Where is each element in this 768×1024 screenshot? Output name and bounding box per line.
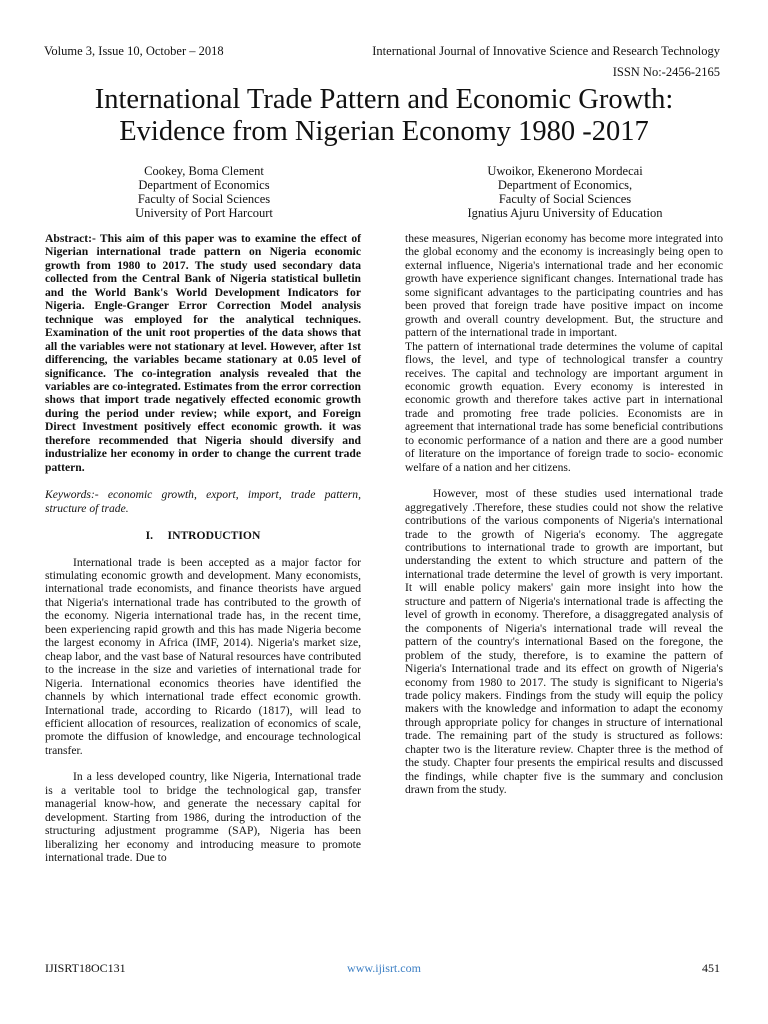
- right-column: [405, 232, 723, 797]
- title-line-1: International Trade Pattern and Economic Growth:: [94, 84, 674, 115]
- left-column: [45, 232, 361, 864]
- author-block-2: [435, 164, 695, 220]
- author-faculty: Faculty of Social Sciences: [137, 192, 271, 206]
- author-institution: University of Port Harcourt: [135, 206, 273, 220]
- author-faculty: Faculty of Social Sciences: [498, 192, 632, 206]
- page-number: 451: [702, 961, 720, 975]
- paragraph: International trade is been accepted as a major factor for stimulating economic growth and development. Many economists, international trade economists, and finance theorists have argued that Nigeria's international trade has contributed to the growth of the economy. Nigeria international trade has, in the recent time, been experiencing rapid growth and this has made Nigeria become the largest economy in Africa (IMF, 2014). Nigeria's market size, cheap labor, and the vast base of Natural resources have contributed to the increase in the size and varieties of international trade for Nigeria. International economics theories have identified the channels by which international trade effect economic growth. International trade, according to Ricardo (1817), will lead to efficient allocation of resources, realization of economics of scale, promote the diffusion of knowledge, and encourage technological transfer.: [45, 555, 361, 757]
- author-department: Department of Economics,: [497, 178, 633, 192]
- journal-url[interactable]: www.ijisrt.com: [347, 961, 421, 975]
- author-department: Department of Economics: [138, 178, 270, 192]
- author-block-1: [74, 164, 334, 220]
- author-name: Uwoikor, Ekenerono Mordecai: [487, 164, 643, 178]
- section-heading-introduction: I. INTRODUCTION: [145, 529, 261, 543]
- paragraph: However, most of these studies used international trade aggregatively .Therefore, these studies could not show the relative contributions of the various components of Nigeria's international trade to the growth of Nigeria's economy. The aggregate contributions to international trade to growth are important, but understanding the extent to which structure and pattern of the international trade determine the level of growth is very important. It will enable policy makers' gain more insight into how the structure and pattern of Nigeria's international trade is affecting the level of growth in economy. Therefore, a disaggregated analysis of the components of Nigeria's international trade will reveal the pattern of the country's international Based on the foregone, the problem of the study, therefore, is to examine the pattern of Nigeria's International trade and its effect on growth of Nigeria's economy from 1980 to 2017. The study is significant to Nigeria's trade policy makers. Findings from the study will equip the policy makers with the knowledge and information to adapt the economy through appropriate policy for changes in structure of international trade. The remaining part of the study is structured as follows: chapter two is the literature review. Chapter three is the method of the study. Chapter four presents the empirical results and discussed the findings, while chapter five is the summary and conclusion drawn from the study.: [405, 487, 723, 797]
- keywords: Keywords:- economic growth, export, import, trade pattern, structure of trade.: [45, 488, 361, 515]
- paper-code: IJISRT18OC131: [45, 961, 126, 975]
- title-line-2: Evidence from Nigerian Economy 1980 -2017: [119, 116, 649, 147]
- volume-issue: Volume 3, Issue 10, October – 2018: [44, 44, 224, 58]
- paragraph: these measures, Nigerian economy has become more integrated into the global economy and the economy is increasingly being open to external influence, Nigeria's international trade and her economic growth have experience significant changes. International trade has some significant advantages to the participating countries and has been proved that foreign trade have positive impact on income growth and overall country development. But, the structure and pattern of the international trade in important.: [405, 232, 723, 340]
- paragraph: In a less developed country, like Nigeria, International trade is a veritable tool to bridge the technological gap, transfer managerial know-how, and generate the necessary capital for development. Starting from 1986, during the introduction of the structuring adjustment programme (SAP), Nigeria has been liberalizing her economy and introducing measure to promote international trade. Due to: [45, 770, 361, 865]
- paragraph: The pattern of international trade determines the volume of capital flows, the level, and type of technological transfer a country receives. The capital and technology are important argument in economic growth equation. Every economy is interested in economic growth and therefore takes active part in international trade and promoting free trade policies. Economists are in agreement that international trade has some beneficial contributions to economic performance of a nation and there are a good number of literature on the importance of foreign trade to socio- economic welfare of a nation and her citizens.: [405, 339, 723, 474]
- author-name: Cookey, Boma Clement: [144, 164, 264, 178]
- journal-name: International Journal of Innovative Science and Research Technology: [372, 44, 720, 58]
- paper-title: [30, 84, 738, 148]
- abstract: Abstract:- This aim of this paper was to examine the effect of Nigerian international trade pattern on Nigeria economic growth from 1980 to 2017. The study used secondary data collected from the Central Bank of Nigeria statistical bulletin and the World Bank's World Development Indicators for Nigeria. Engle-Granger Error Correction Model analysis technique was employed for the analytical techniques. Examination of the unit root properties of the data shows that all the variables were not stationary at level. However, after 1st differencing, the variables became stationary at 0.05 level of significance. The co-integration analysis revealed that the variables are co-integrated. Estimates from the error correction shows that import trade negatively effected economic growth during the period under review; while export, and Foreign Direct Investment positively effect economic growth. it was therefore recommended that Nigeria should diversify and industrialize her economy in order to change the current trade pattern.: [45, 232, 361, 474]
- issn: ISSN No:-2456-2165: [612, 65, 720, 79]
- author-institution: Ignatius Ajuru University of Education: [467, 206, 663, 220]
